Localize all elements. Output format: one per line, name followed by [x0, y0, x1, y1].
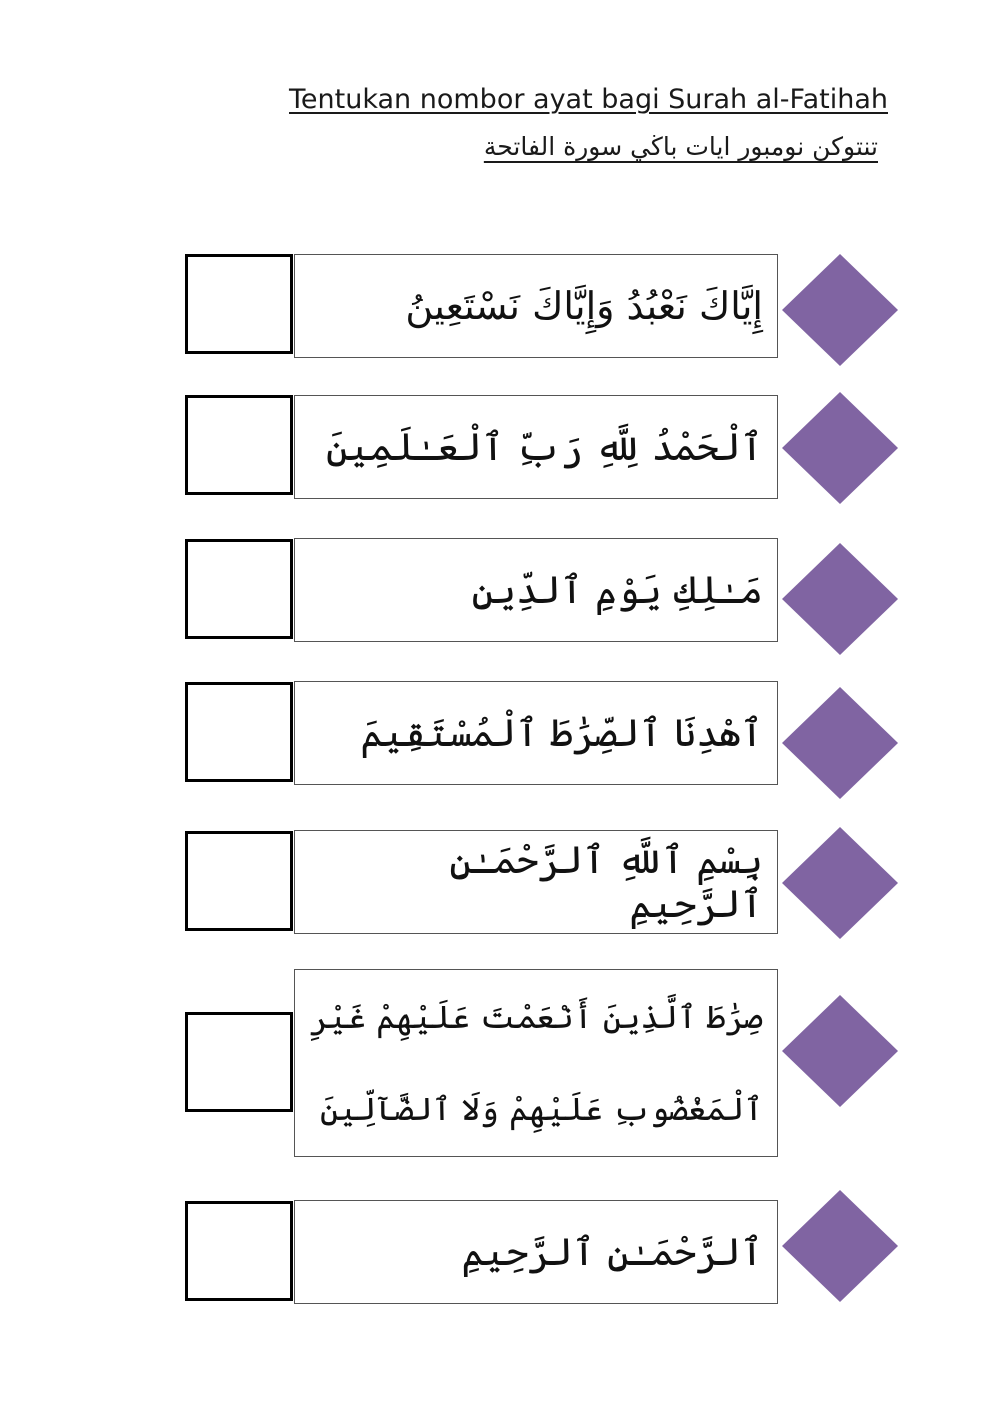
- answer-box-2[interactable]: [185, 395, 293, 495]
- verse-text-5: بِسْمِ ٱللَّهِ ٱلرَّحْمَـٰنِ ٱلرَّحِيمِ: [449, 838, 763, 926]
- verse-card-2: [294, 395, 778, 499]
- verse-card-4: [294, 681, 778, 785]
- diamond-handle-3[interactable]: [782, 543, 898, 655]
- verse-text-1: إِيَّاكَ نَعْبُدُ وَإِيَّاكَ نَسْتَعِينُ: [405, 284, 763, 328]
- answer-box-7[interactable]: [185, 1201, 293, 1301]
- worksheet-title-jawi: تنتوكن نومبور ايات باڬي سورة الفاتحة: [483, 132, 878, 161]
- diamond-handle-7[interactable]: [782, 1190, 898, 1302]
- answer-box-4[interactable]: [185, 682, 293, 782]
- verse-text-3: مَـٰلِكِ يَوْمِ ٱلدِّينِ: [471, 568, 763, 612]
- diamond-handle-5[interactable]: [782, 827, 898, 939]
- verse-text-4: ٱهْدِنَا ٱلصِّرَٰطَ ٱلْمُسْتَقِيمَ: [360, 711, 763, 755]
- answer-box-5[interactable]: [185, 831, 293, 931]
- worksheet-title: Tentukan nombor ayat bagi Surah al-Fatihah: [289, 84, 888, 115]
- diamond-handle-6[interactable]: [782, 995, 898, 1107]
- verse-card-1: [294, 254, 778, 358]
- verse-text-2: ٱلْحَمْدُ لِلَّهِ رَبِّ ٱلْعَـٰلَمِينَ: [325, 425, 763, 469]
- answer-box-1[interactable]: [185, 254, 293, 354]
- verse-card-5: [294, 830, 778, 934]
- diamond-handle-4[interactable]: [782, 687, 898, 799]
- verse-text-7: ٱلرَّحْمَـٰنِ ٱلرَّحِيمِ: [461, 1230, 763, 1274]
- verse-card-7: [294, 1200, 778, 1304]
- answer-box-3[interactable]: [185, 539, 293, 639]
- verse-text-6: صِرَٰطَ ٱلَّذِينَ أَنْعَمْتَ عَلَيْهِمْ غَيْرِ ٱلْمَغْضُوبِ عَلَيْهِمْ وَلَا ٱلضَّآلِّينَ: [309, 998, 763, 1128]
- verse-card-3: [294, 538, 778, 642]
- answer-box-6[interactable]: [185, 1012, 293, 1112]
- diamond-handle-1[interactable]: [782, 254, 898, 366]
- verse-card-6: [294, 969, 778, 1157]
- diamond-handle-2[interactable]: [782, 392, 898, 504]
